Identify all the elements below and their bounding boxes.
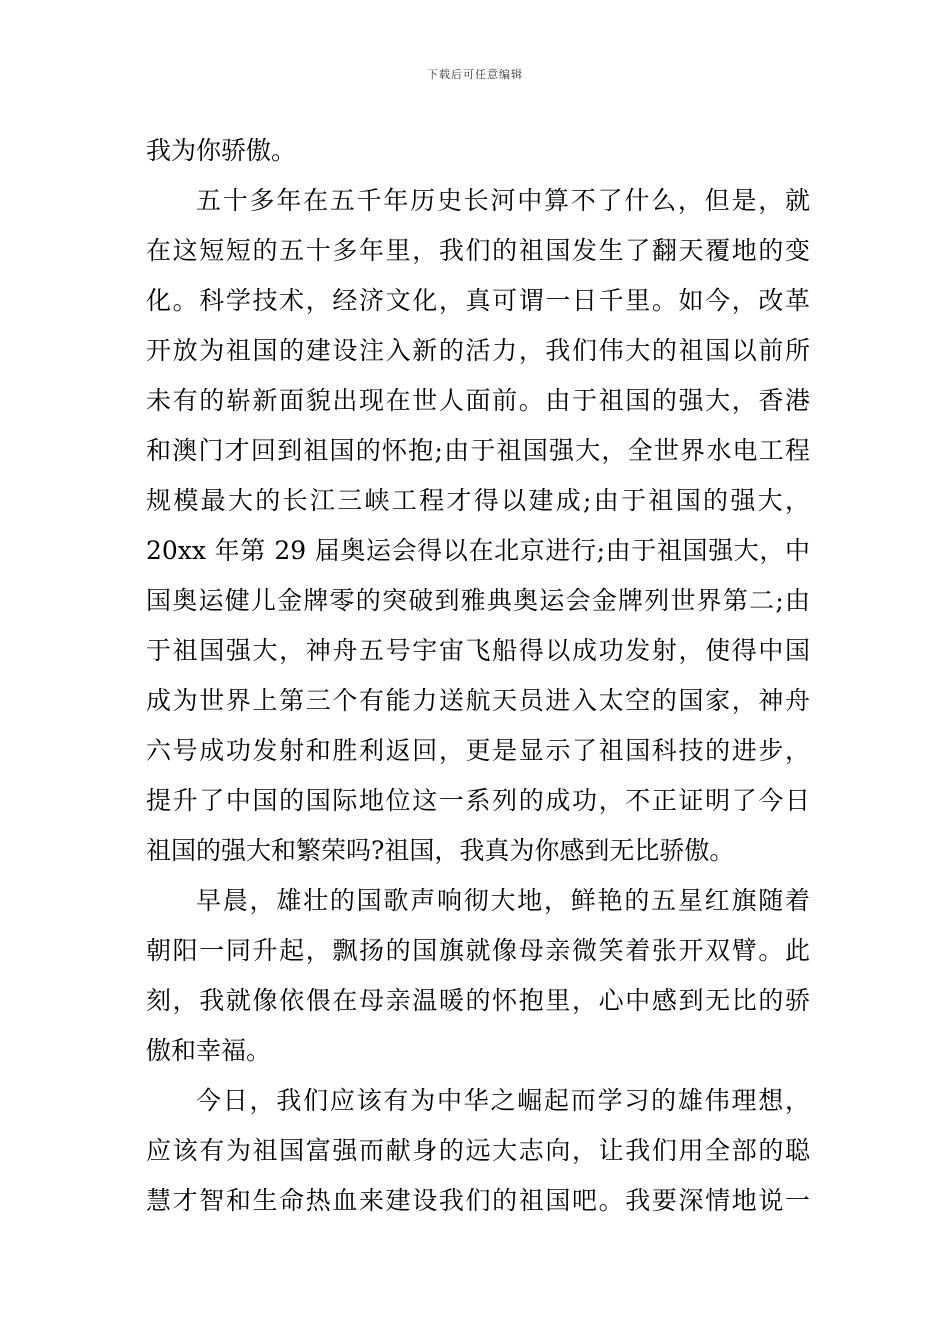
paragraph-first-line: 五十多年在五千年历史长河中算不了什么，但是，就 — [196, 186, 810, 215]
text-line: 开放为祖国的建设注入新的活力，我们伟大的祖国以前所 — [146, 336, 810, 365]
document-body — [146, 126, 810, 1226]
paragraph-first-line: 今日，我们应该有为中华之崛起而学习的雄伟理想， — [196, 1086, 810, 1115]
text-line: 刻，我就像依偎在母亲温暖的怀抱里，心中感到无比的骄 — [146, 986, 810, 1015]
text-line: 六号成功发射和胜利返回，更是显示了祖国科技的进步， — [146, 736, 810, 765]
text-line: 提升了中国的国际地位这一系列的成功，不正证明了今日 — [146, 786, 810, 815]
text-line: 20xx 年第 29 届奥运会得以在北京进行;由于祖国强大，中 — [146, 536, 810, 565]
paragraph-first-line: 早晨，雄壮的国歌声响彻大地，鲜艳的五星红旗随着 — [196, 886, 810, 915]
header-note: 下载后可任意编辑 — [427, 68, 523, 81]
text-line: 化。科学技术，经济文化，真可谓一日千里。如今，改革 — [146, 286, 810, 315]
text-line: 我为你骄傲。 — [146, 136, 297, 165]
text-line: 未有的崭新面貌出现在世人面前。由于祖国的强大，香港 — [146, 386, 810, 415]
text-line: 于祖国强大，神舟五号宇宙飞船得以成功发射，使得中国 — [146, 636, 810, 665]
text-line: 应该有为祖国富强而献身的远大志向，让我们用全部的聪 — [146, 1136, 810, 1165]
text-line: 朝阳一同升起，飘扬的国旗就像母亲微笑着张开双臂。此 — [146, 936, 810, 965]
text-line: 规模最大的长江三峡工程才得以建成;由于祖国的强大， — [146, 486, 810, 515]
text-line: 成为世界上第三个有能力送航天员进入太空的国家，神舟 — [146, 686, 810, 715]
text-line: 和澳门才回到祖国的怀抱;由于祖国强大，全世界水电工程 — [146, 436, 810, 465]
text-line: 傲和幸福。 — [146, 1036, 272, 1065]
text-line: 在这短短的五十多年里，我们的祖国发生了翻天覆地的变 — [146, 236, 810, 265]
text-line: 国奥运健儿金牌零的突破到雅典奥运会金牌列世界第二;由 — [146, 586, 810, 615]
text-line: 慧才智和生命热血来建设我们的祖国吧。我要深情地说一 — [146, 1186, 810, 1215]
text-line: 祖国的强大和繁荣吗?祖国，我真为你感到无比骄傲。 — [146, 836, 735, 865]
